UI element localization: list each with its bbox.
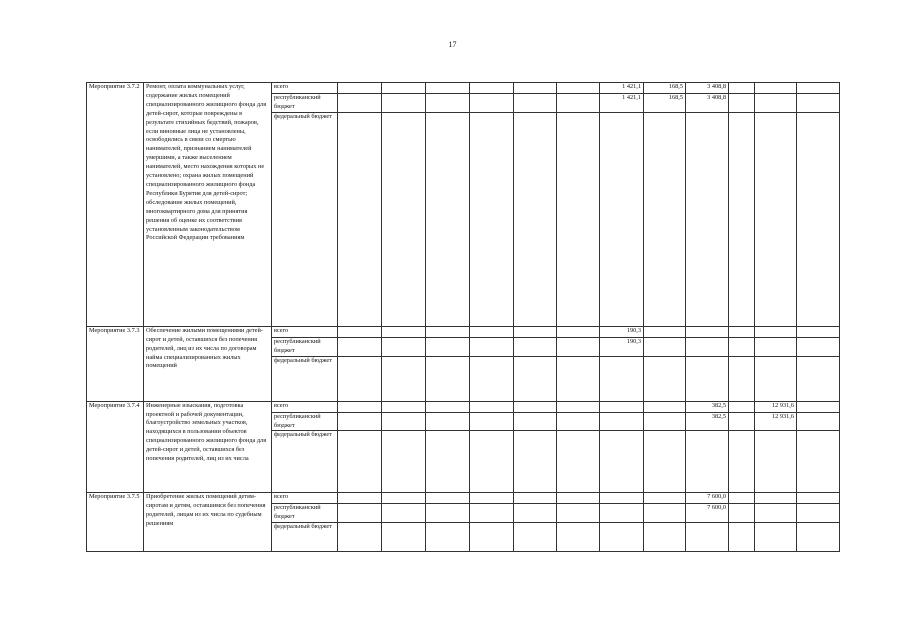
amount-cell xyxy=(644,112,686,326)
funding-source: республиканский бюджет xyxy=(272,337,338,356)
table-row xyxy=(87,493,840,504)
amount-cell xyxy=(797,356,840,401)
amount-cell xyxy=(382,337,426,356)
amount-cell xyxy=(426,431,470,493)
table-row xyxy=(87,326,840,337)
amount-cell: 190,3 xyxy=(600,337,644,356)
amount-cell xyxy=(470,493,514,504)
amount-cell xyxy=(797,412,840,431)
amount-cell xyxy=(338,112,382,326)
amount-cell xyxy=(729,401,755,412)
amount-cell xyxy=(797,337,840,356)
amount-cell xyxy=(382,493,426,504)
measure-code: Мероприятие 3.7.5 xyxy=(87,493,144,552)
amount-cell xyxy=(644,523,686,552)
amount-cell xyxy=(797,493,840,504)
measure-code: Мероприятие 3.7.3 xyxy=(87,326,144,401)
amount-cell xyxy=(338,337,382,356)
amount-cell xyxy=(644,337,686,356)
amount-cell xyxy=(600,412,644,431)
funding-source: федеральный бюджет xyxy=(272,356,338,401)
amount-cell xyxy=(686,337,729,356)
measure-code: Мероприятие 3.7.2 xyxy=(87,83,144,327)
amount-cell xyxy=(729,356,755,401)
amount-cell xyxy=(797,94,840,113)
amount-cell xyxy=(729,504,755,523)
amount-cell xyxy=(338,523,382,552)
amount-cell xyxy=(338,94,382,113)
amount-cell xyxy=(600,401,644,412)
amount-cell xyxy=(755,493,797,504)
amount-cell xyxy=(797,523,840,552)
amount-cell xyxy=(470,337,514,356)
amount-cell xyxy=(600,356,644,401)
amount-cell xyxy=(426,83,470,94)
amount-cell xyxy=(686,326,729,337)
amount-cell xyxy=(338,431,382,493)
amount-cell: 1 421,1 xyxy=(600,83,644,94)
amount-cell xyxy=(382,523,426,552)
funding-source: федеральный бюджет xyxy=(272,431,338,493)
amount-cell xyxy=(644,356,686,401)
amount-cell xyxy=(600,493,644,504)
amount-cell xyxy=(426,504,470,523)
amount-cell: 1 421,1 xyxy=(600,94,644,113)
amount-cell xyxy=(557,326,600,337)
amount-cell xyxy=(470,83,514,94)
amount-cell xyxy=(686,112,729,326)
amount-cell xyxy=(426,523,470,552)
amount-cell xyxy=(557,337,600,356)
amount-cell xyxy=(797,326,840,337)
amount-cell xyxy=(729,337,755,356)
funding-source: федеральный бюджет xyxy=(272,523,338,552)
funding-source: республиканский бюджет xyxy=(272,504,338,523)
amount-cell xyxy=(557,356,600,401)
amount-cell xyxy=(755,83,797,94)
amount-cell xyxy=(644,401,686,412)
amount-cell xyxy=(755,112,797,326)
amount-cell xyxy=(426,112,470,326)
amount-cell xyxy=(729,112,755,326)
amount-cell xyxy=(557,401,600,412)
amount-cell: 12 931,6 xyxy=(755,401,797,412)
amount-cell xyxy=(755,326,797,337)
amount-cell xyxy=(514,504,557,523)
amount-cell xyxy=(729,94,755,113)
measure-description: Инженерные изыскания, подготовка проектной и рабочей документации, благоустройство земельных участков, находящихся в пользовании объектов специализированного жилищного фонда для детей-сирот и детей, оставшихся без попечения родителей, лиц из их числа xyxy=(144,401,272,493)
funding-source: всего xyxy=(272,401,338,412)
amount-cell xyxy=(426,94,470,113)
amount-cell xyxy=(338,493,382,504)
amount-cell xyxy=(557,94,600,113)
amount-cell xyxy=(797,504,840,523)
amount-cell xyxy=(382,504,426,523)
amount-cell xyxy=(470,412,514,431)
page-number: 17 xyxy=(448,40,457,49)
amount-cell xyxy=(514,337,557,356)
amount-cell xyxy=(382,112,426,326)
amount-cell xyxy=(470,523,514,552)
amount-cell xyxy=(600,504,644,523)
amount-cell xyxy=(797,401,840,412)
amount-cell xyxy=(382,326,426,337)
amount-cell xyxy=(470,326,514,337)
amount-cell xyxy=(382,83,426,94)
amount-cell: 3 408,8 xyxy=(686,83,729,94)
amount-cell xyxy=(644,493,686,504)
funding-source: всего xyxy=(272,83,338,94)
amount-cell xyxy=(470,112,514,326)
amount-cell xyxy=(382,356,426,401)
amount-cell: 190,3 xyxy=(600,326,644,337)
amount-cell: 12 931,6 xyxy=(755,412,797,431)
amount-cell xyxy=(382,431,426,493)
amount-cell: 168,5 xyxy=(644,94,686,113)
budget-table xyxy=(86,82,840,552)
amount-cell xyxy=(557,431,600,493)
amount-cell xyxy=(755,431,797,493)
amount-cell xyxy=(729,431,755,493)
amount-cell xyxy=(514,356,557,401)
amount-cell xyxy=(514,94,557,113)
amount-cell xyxy=(600,431,644,493)
amount-cell: 7 600,0 xyxy=(686,493,729,504)
amount-cell xyxy=(686,356,729,401)
amount-cell xyxy=(514,401,557,412)
amount-cell xyxy=(514,412,557,431)
funding-source: федеральный бюджет xyxy=(272,112,338,326)
funding-source: республиканский бюджет xyxy=(272,94,338,113)
amount-cell: 382,5 xyxy=(686,412,729,431)
amount-cell xyxy=(514,83,557,94)
amount-cell: 3 408,8 xyxy=(686,94,729,113)
amount-cell xyxy=(729,326,755,337)
amount-cell xyxy=(644,431,686,493)
amount-cell xyxy=(686,431,729,493)
amount-cell xyxy=(514,326,557,337)
amount-cell xyxy=(797,83,840,94)
amount-cell xyxy=(686,523,729,552)
amount-cell xyxy=(755,356,797,401)
amount-cell xyxy=(729,523,755,552)
amount-cell xyxy=(755,523,797,552)
amount-cell: 7 600,0 xyxy=(686,504,729,523)
amount-cell xyxy=(729,493,755,504)
amount-cell xyxy=(382,401,426,412)
amount-cell xyxy=(557,504,600,523)
amount-cell xyxy=(797,112,840,326)
amount-cell xyxy=(382,412,426,431)
amount-cell: 168,5 xyxy=(644,83,686,94)
table-row xyxy=(87,83,840,94)
amount-cell xyxy=(514,431,557,493)
amount-cell xyxy=(729,412,755,431)
funding-source: всего xyxy=(272,326,338,337)
amount-cell xyxy=(557,523,600,552)
amount-cell xyxy=(338,326,382,337)
amount-cell xyxy=(557,412,600,431)
amount-cell xyxy=(470,504,514,523)
amount-cell xyxy=(338,504,382,523)
amount-cell xyxy=(644,326,686,337)
amount-cell xyxy=(557,83,600,94)
amount-cell xyxy=(426,401,470,412)
amount-cell xyxy=(426,412,470,431)
amount-cell xyxy=(514,523,557,552)
amount-cell xyxy=(426,356,470,401)
amount-cell xyxy=(557,112,600,326)
amount-cell xyxy=(755,337,797,356)
amount-cell xyxy=(382,94,426,113)
amount-cell xyxy=(557,493,600,504)
amount-cell xyxy=(470,431,514,493)
amount-cell xyxy=(514,493,557,504)
amount-cell xyxy=(338,401,382,412)
amount-cell xyxy=(600,112,644,326)
measure-description: Обеспечение жилыми помещениями детей-сирот и детей, оставшихся без попечения родителей, лиц из их числа по договорам найма специализированных жилых помещений xyxy=(144,326,272,401)
measure-description: Приобретение жилых помещений детям-сиротам и детям, оставшимся без попечения родителей, лицам из их числа по судебным решениям xyxy=(144,493,272,552)
funding-source: республиканский бюджет xyxy=(272,412,338,431)
amount-cell xyxy=(470,356,514,401)
amount-cell xyxy=(338,356,382,401)
amount-cell xyxy=(797,431,840,493)
amount-cell xyxy=(755,94,797,113)
amount-cell xyxy=(338,412,382,431)
amount-cell xyxy=(644,504,686,523)
amount-cell xyxy=(729,83,755,94)
measure-description: Ремонт, оплата коммунальных услуг, содержание жилых помещений специализированного жилищного фонда для детей-сирот, которые повреждены в результате стихийных бедствий, пожаров, если виновные лица не установлены, освободились в связи со смертью нанимателей, признанием нанимателей умершими, а также выселением нанимателей, место нахождения которых не установлено; охрана жилых помещений специализированного жилищного фонда Республики Бурятия для детей-сирот; обследование жилых помещений, многоквартирного дома для принятия решения об оценке их соответствия установленным законодательством Российской Федерации требованиям xyxy=(144,83,272,327)
amount-cell xyxy=(338,83,382,94)
amount-cell xyxy=(426,326,470,337)
measure-code: Мероприятие 3.7.4 xyxy=(87,401,144,493)
table-row xyxy=(87,401,840,412)
amount-cell xyxy=(600,523,644,552)
amount-cell xyxy=(470,94,514,113)
amount-cell xyxy=(426,493,470,504)
amount-cell xyxy=(514,112,557,326)
amount-cell xyxy=(644,412,686,431)
amount-cell: 382,5 xyxy=(686,401,729,412)
amount-cell xyxy=(755,504,797,523)
funding-source: всего xyxy=(272,493,338,504)
amount-cell xyxy=(426,337,470,356)
amount-cell xyxy=(470,401,514,412)
